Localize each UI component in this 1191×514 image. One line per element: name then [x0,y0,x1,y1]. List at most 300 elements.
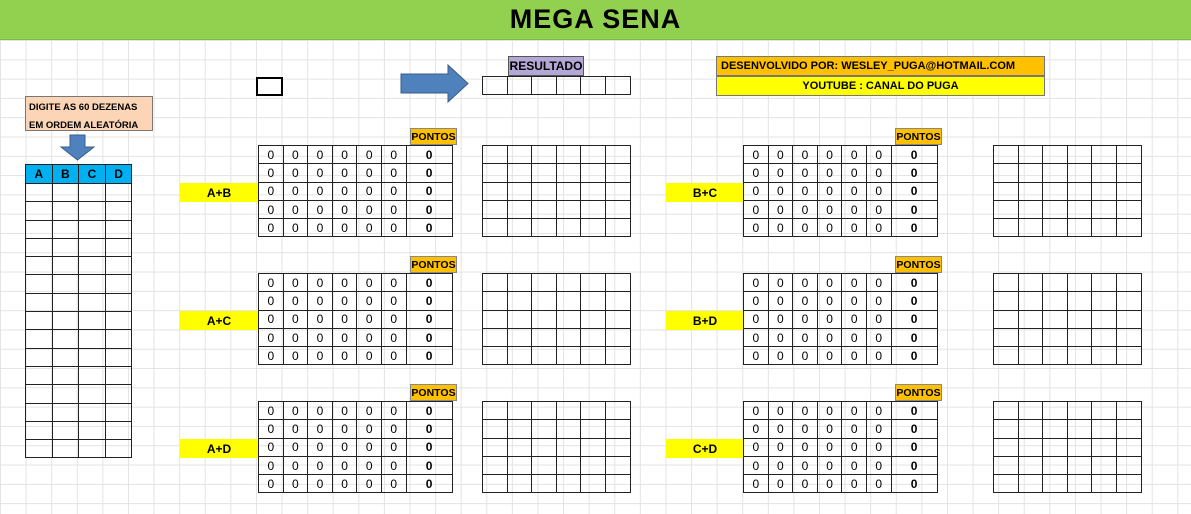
dezena-input-cell[interactable] [105,312,132,330]
blank-cell[interactable] [507,164,532,182]
dezena-input-cell[interactable] [26,403,53,421]
blank-cell[interactable] [532,475,557,493]
blank-cell[interactable] [1018,310,1043,328]
number-cell: 0 [259,292,284,310]
number-cell: 0 [308,347,333,365]
blank-cell[interactable] [1043,347,1068,365]
blank-cell[interactable] [1043,146,1068,164]
dezena-input-cell[interactable] [52,220,79,238]
number-cell: 0 [357,182,382,200]
blank-cell[interactable] [1043,438,1068,456]
number-cell: 0 [357,146,382,164]
blank-cell[interactable] [1116,200,1141,218]
number-cell: 0 [768,438,793,456]
blank-cell[interactable] [483,456,508,474]
blank-cell[interactable] [1043,475,1068,493]
dezena-input-cell[interactable] [105,421,132,439]
table-row [994,438,1142,456]
blank-cell[interactable] [1092,292,1117,310]
blank-cell[interactable] [507,292,532,310]
blank-cell[interactable] [581,274,606,292]
table-row [994,456,1142,474]
resultado-cell[interactable] [532,77,557,95]
number-cell: 0 [866,219,891,237]
blank-cell[interactable] [556,420,581,438]
dezena-input-cell[interactable] [52,403,79,421]
blank-cell[interactable] [1067,347,1092,365]
blank-cell[interactable] [507,274,532,292]
blank-cell[interactable] [556,182,581,200]
dezena-input-cell[interactable] [52,257,79,275]
combo-label: B+D [666,311,744,330]
blank-cell[interactable] [1018,347,1043,365]
points-cell: 0 [406,146,452,164]
dezena-input-cell[interactable] [26,220,53,238]
dezena-input-cell[interactable] [105,330,132,348]
blank-cell[interactable] [1067,219,1092,237]
blank-cell[interactable] [605,456,630,474]
blank-cell[interactable] [507,182,532,200]
blank-cell[interactable] [1043,420,1068,438]
blank-cell[interactable] [605,402,630,420]
blank-cell[interactable] [581,475,606,493]
dezena-input-cell[interactable] [52,238,79,256]
blank-cell[interactable] [1092,310,1117,328]
blank-cell[interactable] [1116,182,1141,200]
blank-cell[interactable] [605,164,630,182]
blank-cell[interactable] [532,182,557,200]
blank-cell[interactable] [1092,328,1117,346]
blank-cell[interactable] [556,146,581,164]
blank-cell[interactable] [1043,328,1068,346]
blank-cell[interactable] [1092,347,1117,365]
blank-cell[interactable] [1092,164,1117,182]
number-cell: 0 [332,328,357,346]
blank-cell[interactable] [1092,438,1117,456]
dezena-input-cell[interactable] [52,385,79,403]
blank-cell[interactable] [532,292,557,310]
dezena-input-cell[interactable] [79,238,106,256]
number-cell: 0 [744,292,769,310]
resultado-label: RESULTADO [508,56,584,76]
number-cell: 0 [259,438,284,456]
blank-cell[interactable] [994,164,1019,182]
blank-cell[interactable] [994,347,1019,365]
dezena-input-cell[interactable] [79,385,106,403]
dezena-input-cell[interactable] [52,348,79,366]
blank-cell[interactable] [556,274,581,292]
blank-cell[interactable] [556,347,581,365]
blank-cell[interactable] [1116,164,1141,182]
blank-cell[interactable] [994,182,1019,200]
blank-cell[interactable] [1116,402,1141,420]
blank-cell[interactable] [1092,402,1117,420]
number-cell: 0 [332,402,357,420]
blank-cell[interactable] [1092,420,1117,438]
blank-cell[interactable] [605,438,630,456]
blank-cell[interactable] [581,182,606,200]
number-cell: 0 [381,347,406,365]
dezena-input-cell[interactable] [79,293,106,311]
dezena-input-cell[interactable] [105,257,132,275]
number-cell: 0 [332,292,357,310]
dezena-input-cell[interactable] [105,440,132,458]
input-row [26,220,132,238]
blank-cell[interactable] [507,146,532,164]
blank-cell[interactable] [1092,219,1117,237]
blank-cell[interactable] [581,292,606,310]
input-row [26,312,132,330]
blank-cell[interactable] [507,438,532,456]
blank-cell[interactable] [581,456,606,474]
blank-cell[interactable] [581,347,606,365]
blank-cell[interactable] [556,438,581,456]
blank-cell[interactable] [483,438,508,456]
blank-cell[interactable] [507,420,532,438]
blank-cell[interactable] [1018,182,1043,200]
blank-cell[interactable] [1043,164,1068,182]
blank-cell[interactable] [605,200,630,218]
number-cell: 0 [357,420,382,438]
blank-cell[interactable] [1018,219,1043,237]
dezena-input-cell[interactable] [79,348,106,366]
blank-cell[interactable] [1067,420,1092,438]
blank-cell[interactable] [483,146,508,164]
blank-cell[interactable] [605,274,630,292]
blank-grid [482,401,631,493]
blank-cell[interactable] [532,402,557,420]
blank-cell[interactable] [1067,456,1092,474]
blank-cell[interactable] [532,200,557,218]
input-row [26,440,132,458]
blank-grid [993,145,1142,237]
blank-cell[interactable] [483,182,508,200]
dezena-input-cell[interactable] [52,312,79,330]
blank-cell[interactable] [532,164,557,182]
blank-cell[interactable] [994,438,1019,456]
number-cell: 0 [259,310,284,328]
dezena-input-cell[interactable] [79,220,106,238]
table-row [744,219,938,237]
table-row [259,200,453,218]
dezena-input-cell[interactable] [105,220,132,238]
blank-cell[interactable] [1116,328,1141,346]
blank-cell[interactable] [532,347,557,365]
blank-cell[interactable] [532,146,557,164]
blank-cell[interactable] [1067,438,1092,456]
blank-cell[interactable] [581,328,606,346]
blank-cell[interactable] [507,219,532,237]
blank-cell[interactable] [1018,402,1043,420]
resultado-cell[interactable] [605,77,630,95]
blank-cell[interactable] [581,420,606,438]
blank-cell[interactable] [1092,274,1117,292]
dezena-input-cell[interactable] [26,275,53,293]
youtube-credit: YOUTUBE : CANAL DO PUGA [716,76,1045,96]
blank-cell[interactable] [605,420,630,438]
blank-cell[interactable] [1067,164,1092,182]
dezena-input-cell[interactable] [52,202,79,220]
dezena-input-cell[interactable] [26,184,53,202]
resultado-cell[interactable] [556,77,581,95]
blank-cell[interactable] [605,475,630,493]
blank-cell[interactable] [581,164,606,182]
blank-cell[interactable] [556,200,581,218]
blank-cell[interactable] [605,310,630,328]
blank-cell[interactable] [605,292,630,310]
blank-cell[interactable] [1116,347,1141,365]
table-row [994,219,1142,237]
blank-cell[interactable] [507,200,532,218]
blank-cell[interactable] [532,420,557,438]
blank-cell[interactable] [581,402,606,420]
blank-cell[interactable] [1067,328,1092,346]
blank-cell[interactable] [483,164,508,182]
blank-cell[interactable] [507,347,532,365]
blank-cell[interactable] [483,402,508,420]
blank-cell[interactable] [507,310,532,328]
dezena-input-cell[interactable] [52,421,79,439]
dezena-input-cell[interactable] [105,184,132,202]
number-cell: 0 [817,456,842,474]
blank-cell[interactable] [994,456,1019,474]
blank-cell[interactable] [1043,456,1068,474]
dezena-input-cell[interactable] [52,293,79,311]
blank-cell[interactable] [605,146,630,164]
dezena-input-cell[interactable] [26,312,53,330]
blank-cell[interactable] [1116,219,1141,237]
right-arrow-icon [400,64,470,104]
blank-cell[interactable] [581,219,606,237]
blank-cell[interactable] [507,475,532,493]
dezena-input-cell[interactable] [26,348,53,366]
dezena-input-cell[interactable] [79,440,106,458]
blank-cell[interactable] [605,182,630,200]
blank-cell[interactable] [1018,292,1043,310]
combo-label: C+D [666,439,744,458]
number-cell: 0 [283,475,308,493]
number-cell: 0 [283,456,308,474]
blank-cell[interactable] [556,456,581,474]
blank-cell[interactable] [483,328,508,346]
blank-cell[interactable] [483,219,508,237]
blank-cell[interactable] [994,310,1019,328]
input-row [26,184,132,202]
number-cell: 0 [283,402,308,420]
blank-cell[interactable] [1043,402,1068,420]
dezena-input-cell[interactable] [26,238,53,256]
blank-cell[interactable] [1116,456,1141,474]
blank-cell[interactable] [556,328,581,346]
blank-cell[interactable] [556,164,581,182]
blank-cell[interactable] [1067,146,1092,164]
dezena-input-cell[interactable] [79,184,106,202]
blank-cell[interactable] [605,219,630,237]
blank-cell[interactable] [1116,292,1141,310]
dezena-input-cell[interactable] [52,440,79,458]
dezena-input-cell[interactable] [26,366,53,384]
blank-cell[interactable] [532,328,557,346]
number-cell: 0 [866,475,891,493]
dezena-input-cell[interactable] [79,421,106,439]
dezena-input-cell[interactable] [105,385,132,403]
blank-cell[interactable] [1018,146,1043,164]
blank-cell[interactable] [1067,402,1092,420]
blank-cell[interactable] [994,274,1019,292]
dezena-input-cell[interactable] [52,330,79,348]
dezena-input-cell[interactable] [79,202,106,220]
blank-cell[interactable] [605,347,630,365]
table-row [259,146,453,164]
blank-cell[interactable] [1043,182,1068,200]
blank-cell[interactable] [1116,146,1141,164]
points-cell: 0 [891,420,937,438]
blank-cell[interactable] [581,310,606,328]
dezena-input-cell[interactable] [105,275,132,293]
blank-cell[interactable] [1043,292,1068,310]
table-row [994,475,1142,493]
blank-cell[interactable] [1018,475,1043,493]
blank-cell[interactable] [1067,182,1092,200]
blank-cell[interactable] [532,274,557,292]
blank-cell[interactable] [1116,420,1141,438]
blank-cell[interactable] [1116,438,1141,456]
number-cell: 0 [768,347,793,365]
dezena-input-cell[interactable] [79,403,106,421]
blank-cell[interactable] [532,438,557,456]
blank-cell[interactable] [994,219,1019,237]
number-cell: 0 [866,164,891,182]
dezena-input-cell[interactable] [105,348,132,366]
blank-cell[interactable] [507,456,532,474]
blank-cell[interactable] [994,200,1019,218]
blank-cell[interactable] [1018,456,1043,474]
blank-cell[interactable] [1067,292,1092,310]
dezena-input-cell[interactable] [26,293,53,311]
number-cell: 0 [817,200,842,218]
blank-cell[interactable] [994,292,1019,310]
dezena-input-cell[interactable] [26,257,53,275]
number-cell: 0 [842,274,867,292]
resultado-cell[interactable] [483,77,508,95]
number-cell: 0 [842,292,867,310]
blank-cell[interactable] [507,328,532,346]
table-row [259,274,453,292]
dezena-input-cell[interactable] [79,312,106,330]
dezena-input-cell[interactable] [79,275,106,293]
blank-cell[interactable] [1116,310,1141,328]
blank-cell[interactable] [556,475,581,493]
dezena-input-cell[interactable] [79,366,106,384]
blank-cell[interactable] [994,328,1019,346]
dezena-input-cell[interactable] [52,275,79,293]
dezena-input-cell[interactable] [105,366,132,384]
dezena-input-cell[interactable] [52,366,79,384]
dezena-input-cell[interactable] [26,440,53,458]
blank-cell[interactable] [532,310,557,328]
blank-cell[interactable] [994,402,1019,420]
number-cell: 0 [817,146,842,164]
dezena-input-cell[interactable] [26,421,53,439]
blank-cell[interactable] [1092,146,1117,164]
blank-cell[interactable] [1043,200,1068,218]
blank-cell[interactable] [1043,310,1068,328]
blank-cell[interactable] [1043,219,1068,237]
blank-cell[interactable] [1018,420,1043,438]
table-row [483,402,631,420]
blank-cell[interactable] [1043,274,1068,292]
dezena-input-cell[interactable] [105,202,132,220]
dezena-input-cell[interactable] [26,330,53,348]
number-cell: 0 [357,164,382,182]
resultado-cell[interactable] [581,77,606,95]
blank-cell[interactable] [994,146,1019,164]
blank-cell[interactable] [1067,200,1092,218]
blank-cell[interactable] [581,438,606,456]
blank-cell[interactable] [483,420,508,438]
resultado-cell[interactable] [507,77,532,95]
blank-cell[interactable] [1092,475,1117,493]
blank-cell[interactable] [1116,274,1141,292]
blank-cell[interactable] [1116,475,1141,493]
blank-cell[interactable] [994,420,1019,438]
blank-cell[interactable] [532,456,557,474]
blank-cell[interactable] [605,328,630,346]
dezena-input-cell[interactable] [52,184,79,202]
blank-cell[interactable] [556,402,581,420]
blank-cell[interactable] [581,146,606,164]
blank-cell[interactable] [1067,310,1092,328]
dezena-input-cell[interactable] [79,330,106,348]
blank-cell[interactable] [483,310,508,328]
blank-cell[interactable] [556,219,581,237]
blank-cell[interactable] [1018,438,1043,456]
blank-cell[interactable] [581,200,606,218]
dezena-input-cell[interactable] [26,202,53,220]
blank-cell[interactable] [483,274,508,292]
blank-cell[interactable] [483,347,508,365]
selected-cell[interactable] [256,77,283,96]
blank-cell[interactable] [1092,200,1117,218]
blank-cell[interactable] [994,475,1019,493]
blank-cell[interactable] [483,292,508,310]
blank-cell[interactable] [483,475,508,493]
dezena-input-cell[interactable] [26,385,53,403]
blank-cell[interactable] [1018,200,1043,218]
blank-cell[interactable] [1018,164,1043,182]
blank-cell[interactable] [1067,475,1092,493]
number-cell: 0 [283,182,308,200]
table-row [994,146,1142,164]
resultado-input-row[interactable] [482,76,631,95]
table-row [259,219,453,237]
blank-cell[interactable] [556,310,581,328]
blank-cell[interactable] [532,219,557,237]
blank-cell[interactable] [1092,456,1117,474]
blank-cell[interactable] [507,402,532,420]
blank-cell[interactable] [1018,274,1043,292]
dezena-input-cell[interactable] [105,293,132,311]
dezena-input-cell[interactable] [79,257,106,275]
blank-cell[interactable] [483,200,508,218]
dezena-input-cell[interactable] [105,403,132,421]
blank-cell[interactable] [1067,274,1092,292]
blank-cell[interactable] [1092,182,1117,200]
blank-cell[interactable] [1018,328,1043,346]
blank-grid [482,145,631,237]
dezena-input-cell[interactable] [105,238,132,256]
blank-cell[interactable] [556,292,581,310]
